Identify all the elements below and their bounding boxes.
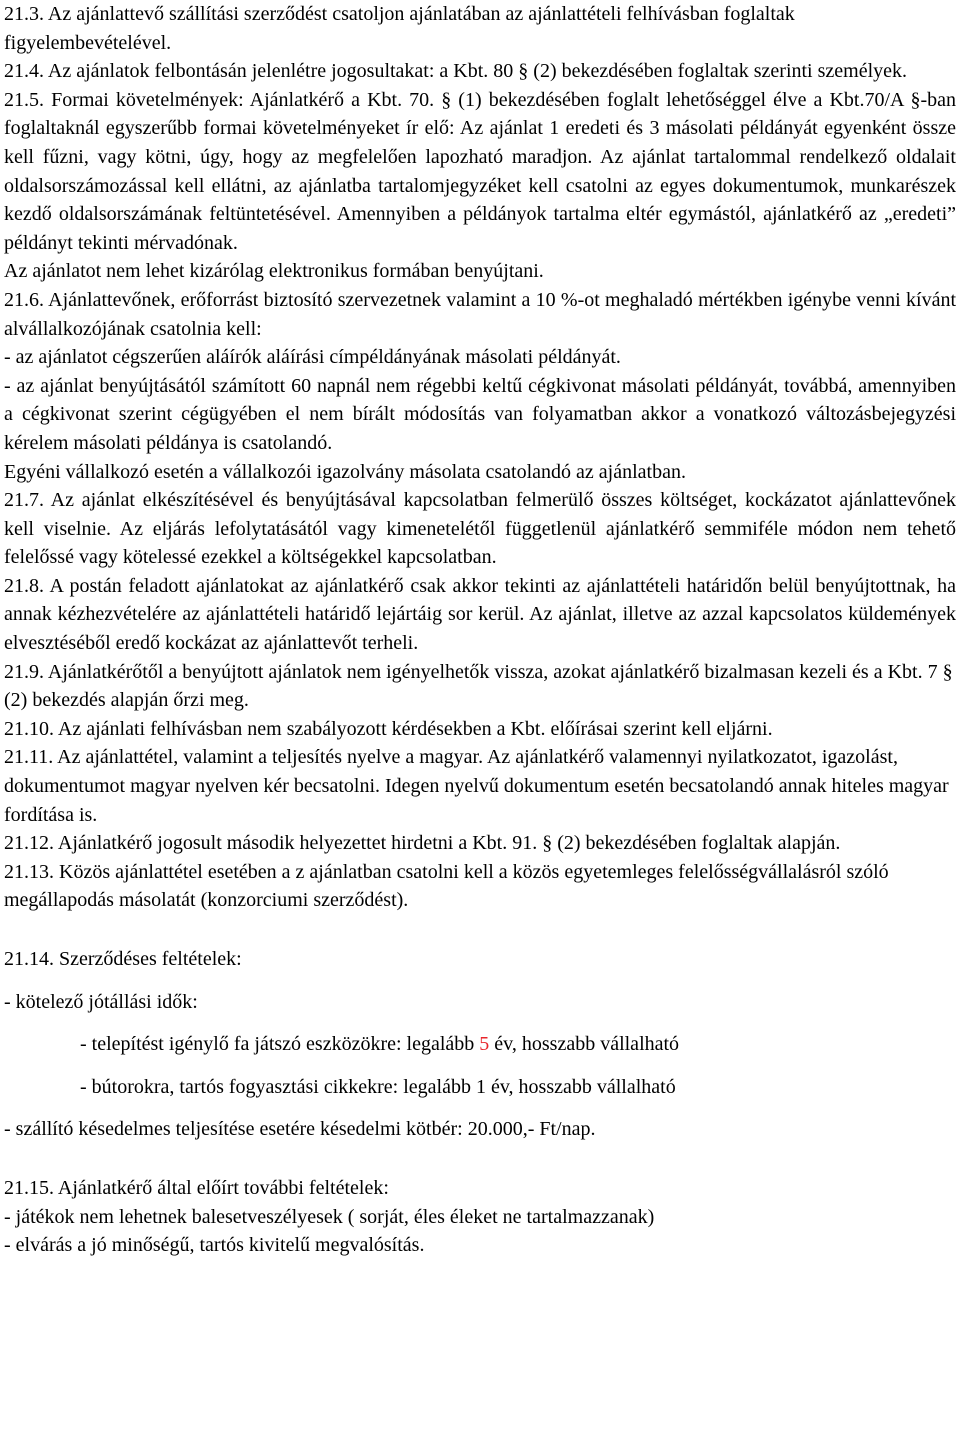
paragraph-21-14-warranty-furniture-text: - bútorokra, tartós fogyasztási cikkekre: legalább 1 év, hosszabb vállalható (80, 1075, 676, 1098)
paragraph-21-9 (4, 658, 956, 715)
paragraph-21-3-text: 21.3. Az ajánlattevő szállítási szerződést csatoljon ajánlatában az ajánlattételi felhívásban foglaltak figyelembevételével. (4, 3, 795, 54)
warranty-playground-post: év, hosszabb vállalható (489, 1033, 680, 1056)
paragraph-21-3 (4, 0, 956, 57)
paragraph-21-6-item-extract (4, 372, 956, 458)
paragraph-21-14-penalty-text: - szállító késedelmes teljesítése esetére késedelmi kötbér: 20.000,- Ft/nap. (4, 1118, 596, 1141)
paragraph-21-6-sole-trader-text: Egyéni vállalkozó esetén a vállalkozói igazolvány másolata csatolandó az ajánlatban. (4, 460, 686, 483)
paragraph-21-14-text: 21.14. Szerződéses feltételek: (4, 948, 242, 970)
paragraph-21-12-text: 21.12. Ajánlatkérő jogosult második helyezettet hirdetni a Kbt. 91. § (2) bekezdésében foglaltak alapján. (4, 832, 841, 855)
paragraph-21-5-text: 21.5. Formai követelmények: Ajánlatkérő a Kbt. 70. § (1) bekezdésében foglalt lehetőséggel élve a Kbt.70/A §-ban foglaltaknál egyszerűbb formai követelményeket ír elő: Az ajánlat 1 eredeti és 3 másolati példányát egyenként össze kell fűzni, vagy kötni, úgy, hogy az megfelelően lapozható maradjon. Az ajánlat tartalommal rendelkező oldalait oldalsorszámozással kell ellátni, az ajánlatba tartalomjegyzéket kell csatolni az egyes dokumentumok, munkarészek kezdő oldalsorszámának feltüntetésével. Amennyiben a példányok tartalma eltér egymástól, ajánlatkérő az „eredeti” példányt tekinti mérvadónak. (4, 88, 956, 254)
paragraph-21-6-item-extract-text: - az ajánlat benyújtásától számított 60 napnál nem régebbi keltű cégkivonat másolati példányát, továbbá, amennyiben a cégkivonat szerint cégügyében el nem bírált módosítás van folyamatban akkor a vonatkozó változásbejegyzési kérelem másolati példánya is csatolandó. (4, 374, 956, 454)
paragraph-21-7-text: 21.7. Az ajánlat elkészítésével és benyújtásával kapcsolatban felmerülő összes költséget, kockázatot ajánlattevőnek kell viselnie. Az eljárás lefolytatásától vagy kimenetelétől függetlenül ajánlatkérő semmiféle módon nem tehető felelőssé vagy kötelessé ezekkel a költségekkel kapcsolatban. (4, 489, 956, 569)
paragraph-21-6-text: 21.6. Ajánlattevőnek, erőforrást biztosító szervezetnek valamint a 10 %-ot meghaladó mértékben igénybe venni kívánt alvállalkozójának csatolnia kell: (4, 288, 956, 340)
paragraph-21-14-warranty (4, 988, 956, 1017)
paragraph-21-11 (4, 743, 956, 829)
paragraph-21-14-warranty-furniture (4, 1073, 956, 1102)
paragraph-21-8-text: 21.8. A postán feladott ajánlatokat az ajánlatkérő csak akkor tekinti az ajánlattételi határidőn belül benyújtottnak, ha annak kézhezvételére az ajánlattételi határidő lejártáig sor kerül. Az ajánlat, illetve az azzal kapcsolatos küldemények elvesztéséből eredő kockázat az ajánlattevőt terheli. (4, 574, 956, 655)
paragraph-21-14-warranty-playground (4, 1030, 956, 1059)
paragraph-21-14 (4, 945, 956, 974)
paragraph-21-15-item-quality-text: - elvárás a jó minőségű, tartós kivitelű megvalósítás. (4, 1234, 425, 1257)
warranty-playground-years: 5 (479, 1033, 490, 1056)
paragraph-21-15-text: 21.15. Ajánlatkérő által előírt további feltételek: (4, 1176, 389, 1199)
paragraph-21-13-text: 21.13. Közös ajánlattétel esetében a z ajánlatban csatolni kell a közös egyetemleges felelősségvállalásról szóló megállapodás másolatát (konzorciumi szerződést). (4, 860, 889, 912)
paragraph-21-5-electronic-text: Az ajánlatot nem lehet kizárólag elektronikus formában benyújtani. (4, 260, 544, 283)
paragraph-21-10-text: 21.10. Az ajánlati felhívásban nem szabályozott kérdésekben a Kbt. előírásai szerint kell eljárni. (4, 717, 773, 740)
paragraph-21-12 (4, 829, 956, 858)
paragraph-21-15-item-safety-text: - játékok nem lehetnek balesetveszélyesek ( sorját, éles éleket ne tartalmazzanak) (4, 1205, 655, 1228)
paragraph-21-15-item-quality (4, 1231, 956, 1260)
paragraph-21-6-item-signature (4, 343, 956, 372)
paragraph-21-15 (4, 1174, 956, 1203)
paragraph-21-9-text: 21.9. Ajánlatkérőtől a benyújtott ajánlatok nem igényelhetők vissza, azokat ajánlatkérő bizalmasan kezeli és a Kbt. 7 § (2) bekezdés alapján őrzi meg. (4, 660, 953, 712)
paragraph-21-11-text: 21.11. Az ajánlattétel, valamint a teljesítés nyelve a magyar. Az ajánlatkérő valamennyi nyilatkozatot, igazolást, dokumentumot magyar nyelven kér becsatolni. Idegen nyelvű dokumentum esetén becsatolandó annak hiteles magyar fordítása is. (4, 746, 949, 826)
paragraph-21-6-item-signature-text: - az ajánlatot cégszerűen aláírók aláírási címpéldányának másolati példányát. (4, 346, 621, 369)
paragraph-21-14-warranty-text: - kötelező jótállási idők: (4, 990, 198, 1013)
paragraph-21-10 (4, 715, 956, 744)
paragraph-21-4-text: 21.4. Az ajánlatok felbontásán jelenlétre jogosultakat: a Kbt. 80 § (2) bekezdésében foglaltak szerinti személyek. (4, 60, 908, 83)
paragraph-21-13 (4, 858, 956, 915)
paragraph-21-5 (4, 86, 956, 258)
paragraph-21-14-penalty (4, 1115, 956, 1144)
paragraph-21-4 (4, 57, 956, 86)
warranty-playground-pre: - telepítést igénylő fa játszó eszközökre: legalább (80, 1033, 480, 1056)
paragraph-21-7 (4, 486, 956, 572)
paragraph-21-8 (4, 572, 956, 658)
paragraph-21-6 (4, 286, 956, 343)
paragraph-21-15-item-safety (4, 1203, 956, 1232)
paragraph-21-6-sole-trader (4, 458, 956, 487)
paragraph-21-5-electronic (4, 257, 956, 286)
